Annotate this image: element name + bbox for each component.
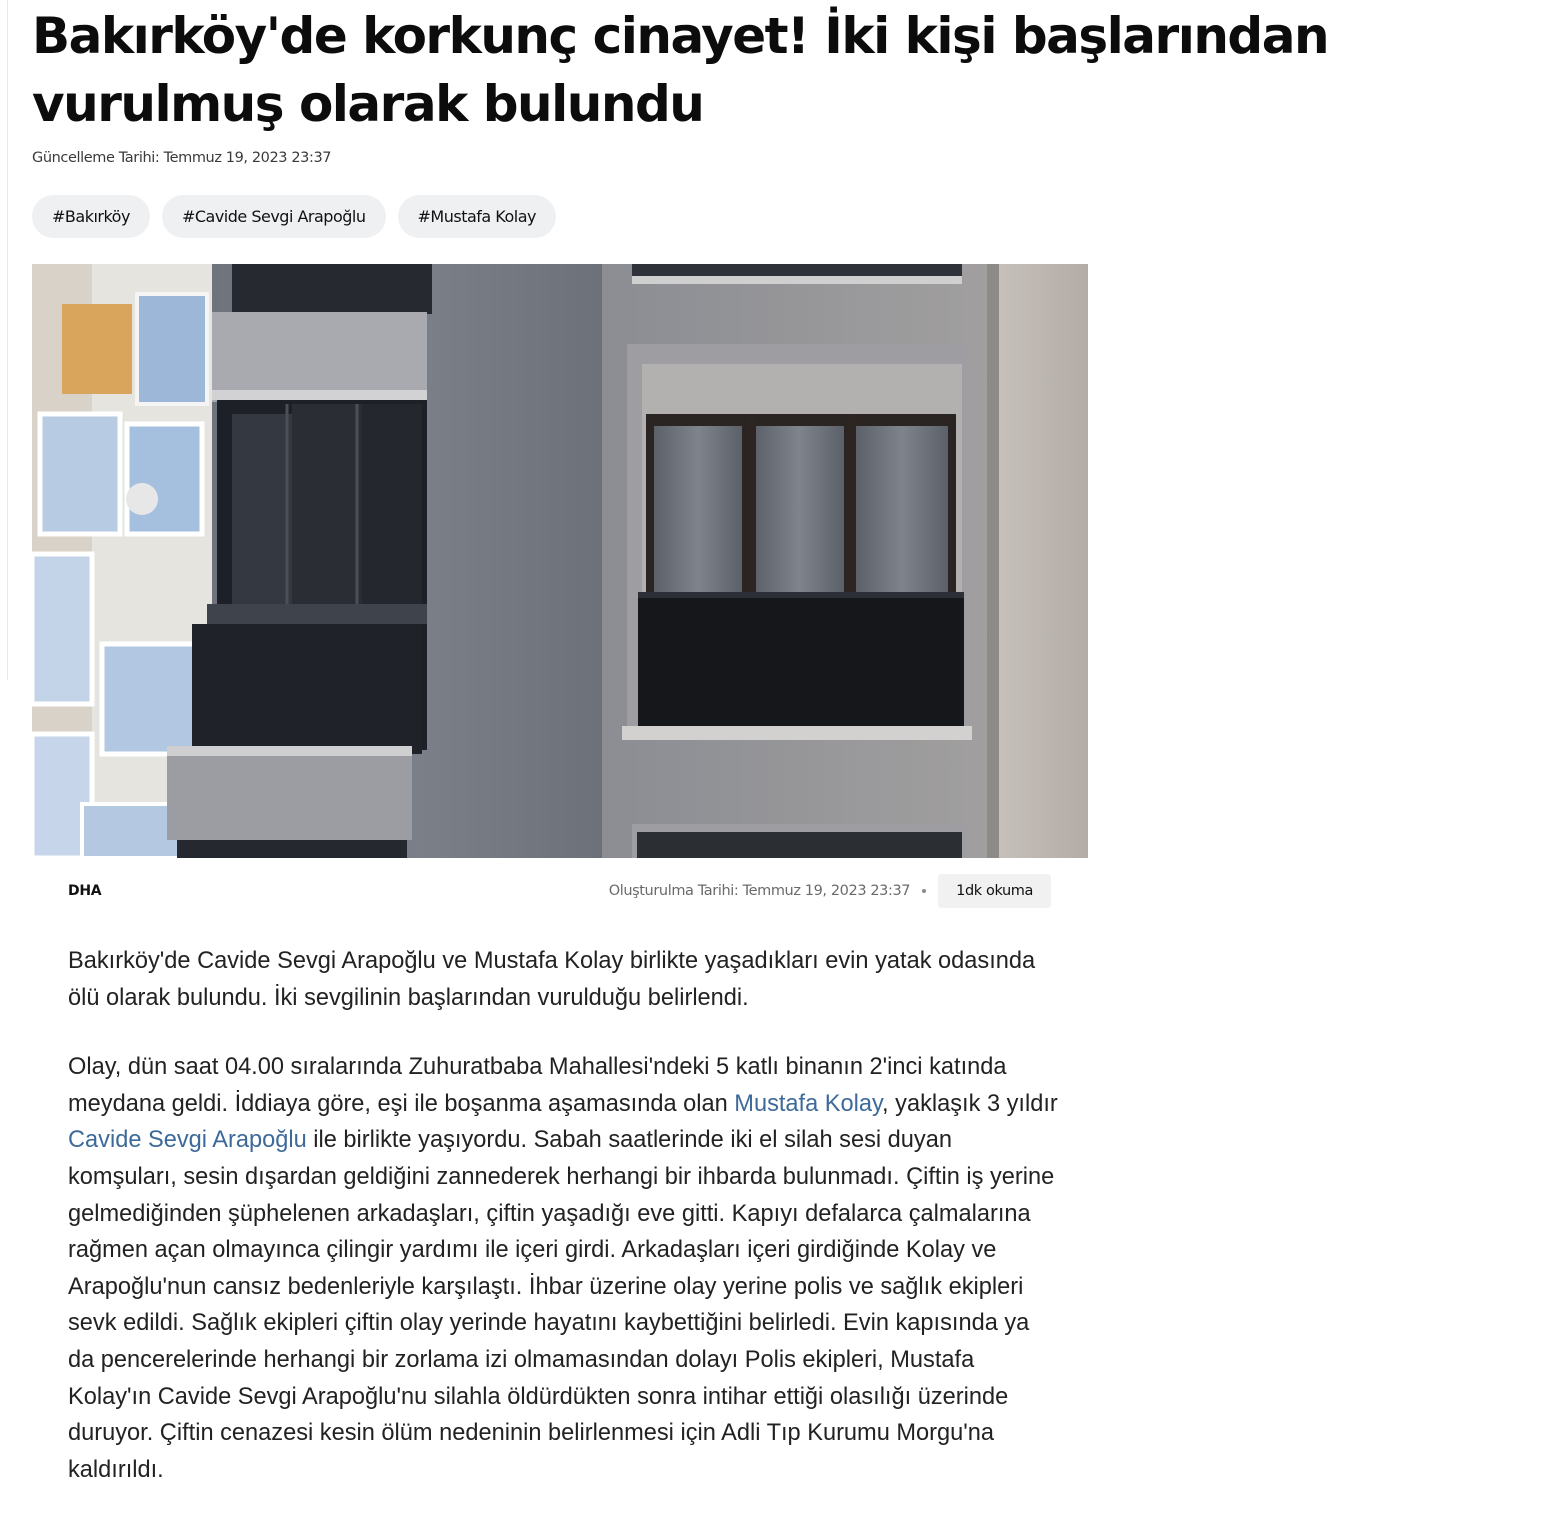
tag-list xyxy=(32,195,556,238)
separator-dot-icon xyxy=(922,889,926,893)
article-photo xyxy=(32,264,1088,858)
paragraph-text: , yaklaşık 3 yıldır xyxy=(882,1090,1058,1117)
article xyxy=(32,0,1502,1483)
updated-date: Güncelleme Tarihi: Temmuz 19, 2023 23:37 xyxy=(32,150,332,166)
read-time-badge: 1dk okuma xyxy=(938,874,1051,908)
paragraph-text: Olay, dün saat 04.00 sıralarında Zuhuratbaba Mahallesi'ndeki 5 katlı binanın 2'inci katında meydana geldi. İddiaya göre, eşi ile boşanma aşamasında olan xyxy=(68,1054,1007,1117)
tag-cavide-sevgi-arapoglu[interactable]: #Cavide Sevgi Arapoğlu xyxy=(162,195,386,238)
article-body xyxy=(68,943,1058,1521)
link-mustafa-kolay[interactable]: Mustafa Kolay xyxy=(734,1090,883,1117)
building-facade-photo-icon xyxy=(32,264,1088,858)
paragraph-text: ile birlikte yaşıyordu. Sabah saatlerinde iki el silah sesi duyan komşuları, sesin dışardan geldiğini zannederek herhangi bir ihbarda bulunmadı. Çiftin iş yerine gelmediğinden şüphelenen arkadaşları, çiftin yaşadığı eve gitti. Kapıyı defalarca çalmalarına rağmen açan olmayınca çilingir yardımı ile içeri girdi. Arkadaşları içeri girdiğinde Kolay ve Arapoğlu'nun cansız bedenleriyle karşılaştı. İhbar üzerine olay yerine polis ve sağlık ekipleri sevk edildi. Sağlık ekipleri çiftin olay yerinde hayatını kaybettiğini belirledi. Evin kapısında ya da pencerelerinde herhangi bir zorlama izi olmamasından dolayı Polis ekipleri, Mustafa Kolay'ın Cavide Sevgi Arapoğlu'nu silahla öldürdükten sonra intihar ettiği olasılığı üzerinde duruyor. Çiftin cenazesi kesin ölüm nedeninin belirlenmesi için Adli Tıp Kurumu Morgu'na kaldırıldı. xyxy=(68,1127,1055,1483)
link-cavide-sevgi-arapoglu[interactable]: Cavide Sevgi Arapoğlu xyxy=(68,1127,307,1154)
news-source: DHA xyxy=(68,883,102,899)
article-title: Bakırköy'de korkunç cinayet! İki kişi başlarından vurulmuş olarak bulundu xyxy=(32,7,1329,133)
tag-bakirkoy[interactable]: #Bakırköy xyxy=(32,195,150,238)
page-left-rule xyxy=(7,0,8,680)
article-lead: Bakırköy'de Cavide Sevgi Arapoğlu ve Mustafa Kolay birlikte yaşadıkları evin yatak odasında ölü olarak bulundu. İki sevgilinin başlarından vurulduğu belirlendi. xyxy=(68,948,1036,1011)
created-date: Oluşturulma Tarihi: Temmuz 19, 2023 23:37 xyxy=(608,883,911,899)
meta-right xyxy=(609,874,1051,908)
tag-mustafa-kolay[interactable]: #Mustafa Kolay xyxy=(398,195,557,238)
article-paragraph xyxy=(68,1049,1058,1488)
article-meta-row xyxy=(68,874,1051,908)
